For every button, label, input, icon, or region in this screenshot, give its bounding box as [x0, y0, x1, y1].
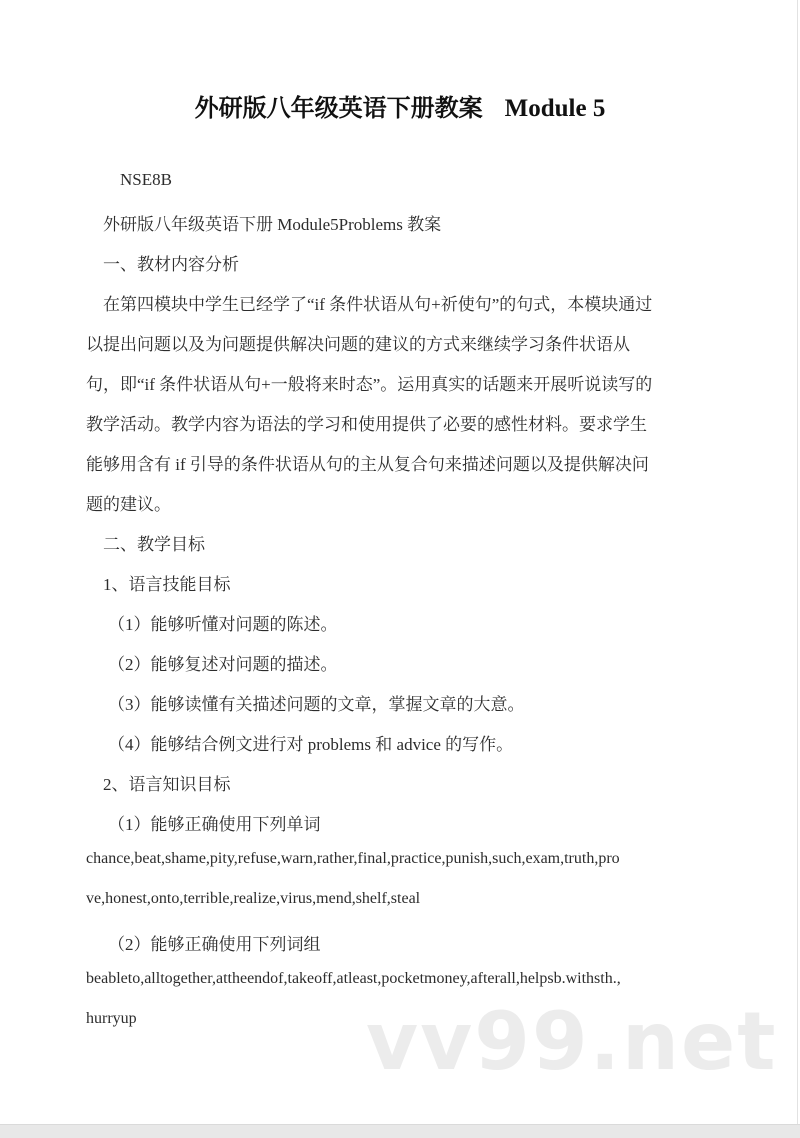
paragraph-line: 教学活动。教学内容为语法的学习和使用提供了必要的感性材料。要求学生: [86, 415, 647, 434]
goal-item: （3）能够读懂有关描述问题的文章，掌握文章的大意。: [108, 695, 525, 714]
phrases-heading: （2）能够正确使用下列词组: [108, 935, 321, 954]
words-line: ve,honest,onto,terrible,realize,virus,mend,shelf,steal: [86, 890, 421, 907]
phrases-line: beableto,alltogether,attheendof,takeoff,atleast,pocketmoney,afterall,helpsb.withsth.,: [86, 970, 621, 987]
words-line: chance,beat,shame,pity,refuse,warn,rather,final,practice,punish,such,exam,truth,pro: [86, 850, 620, 867]
goal-heading-skills: 1、语言技能目标: [103, 575, 231, 594]
paragraph-line: 以提出问题以及为问题提供解决问题的建议的方式来继续学习条件状语从: [86, 335, 630, 354]
document-code: NSE8B: [120, 170, 172, 189]
document-title: [0, 88, 800, 123]
title-chinese: 外研版八年级英语下册教案: [194, 94, 483, 122]
paragraph-line: 能够用含有 if 引导的条件状语从句的主从复合句来描述问题以及提供解决问: [86, 455, 649, 474]
page-bottom-edge: [0, 1124, 800, 1138]
section-heading-goals: 二、教学目标: [103, 535, 205, 554]
paragraph-line: 在第四模块中学生已经学了“if 条件状语从句+祈使句”的句式，本模块通过: [103, 295, 653, 314]
goal-item: （2）能够复述对问题的描述。: [108, 655, 338, 674]
paragraph-line: 句，即“if 条件状语从句+一般将来时态”。运用真实的话题来开展听说读写的: [86, 375, 653, 394]
phrases-line: hurryup: [86, 1010, 137, 1027]
title-module: Module 5: [504, 95, 606, 122]
document-subtitle: 外研版八年级英语下册 Module5Problems 教案: [103, 215, 442, 234]
goal-heading-knowledge: 2、语言知识目标: [103, 775, 231, 794]
paragraph-line: 题的建议。: [86, 495, 171, 514]
goal-item: （1）能够听懂对问题的陈述。: [108, 615, 338, 634]
watermark: vv99.net: [366, 995, 778, 1088]
goal-item: （4）能够结合例文进行对 problems 和 advice 的写作。: [108, 735, 514, 754]
section-heading-analysis: 一、教材内容分析: [103, 255, 239, 274]
words-heading: （1）能够正确使用下列单词: [108, 815, 321, 834]
